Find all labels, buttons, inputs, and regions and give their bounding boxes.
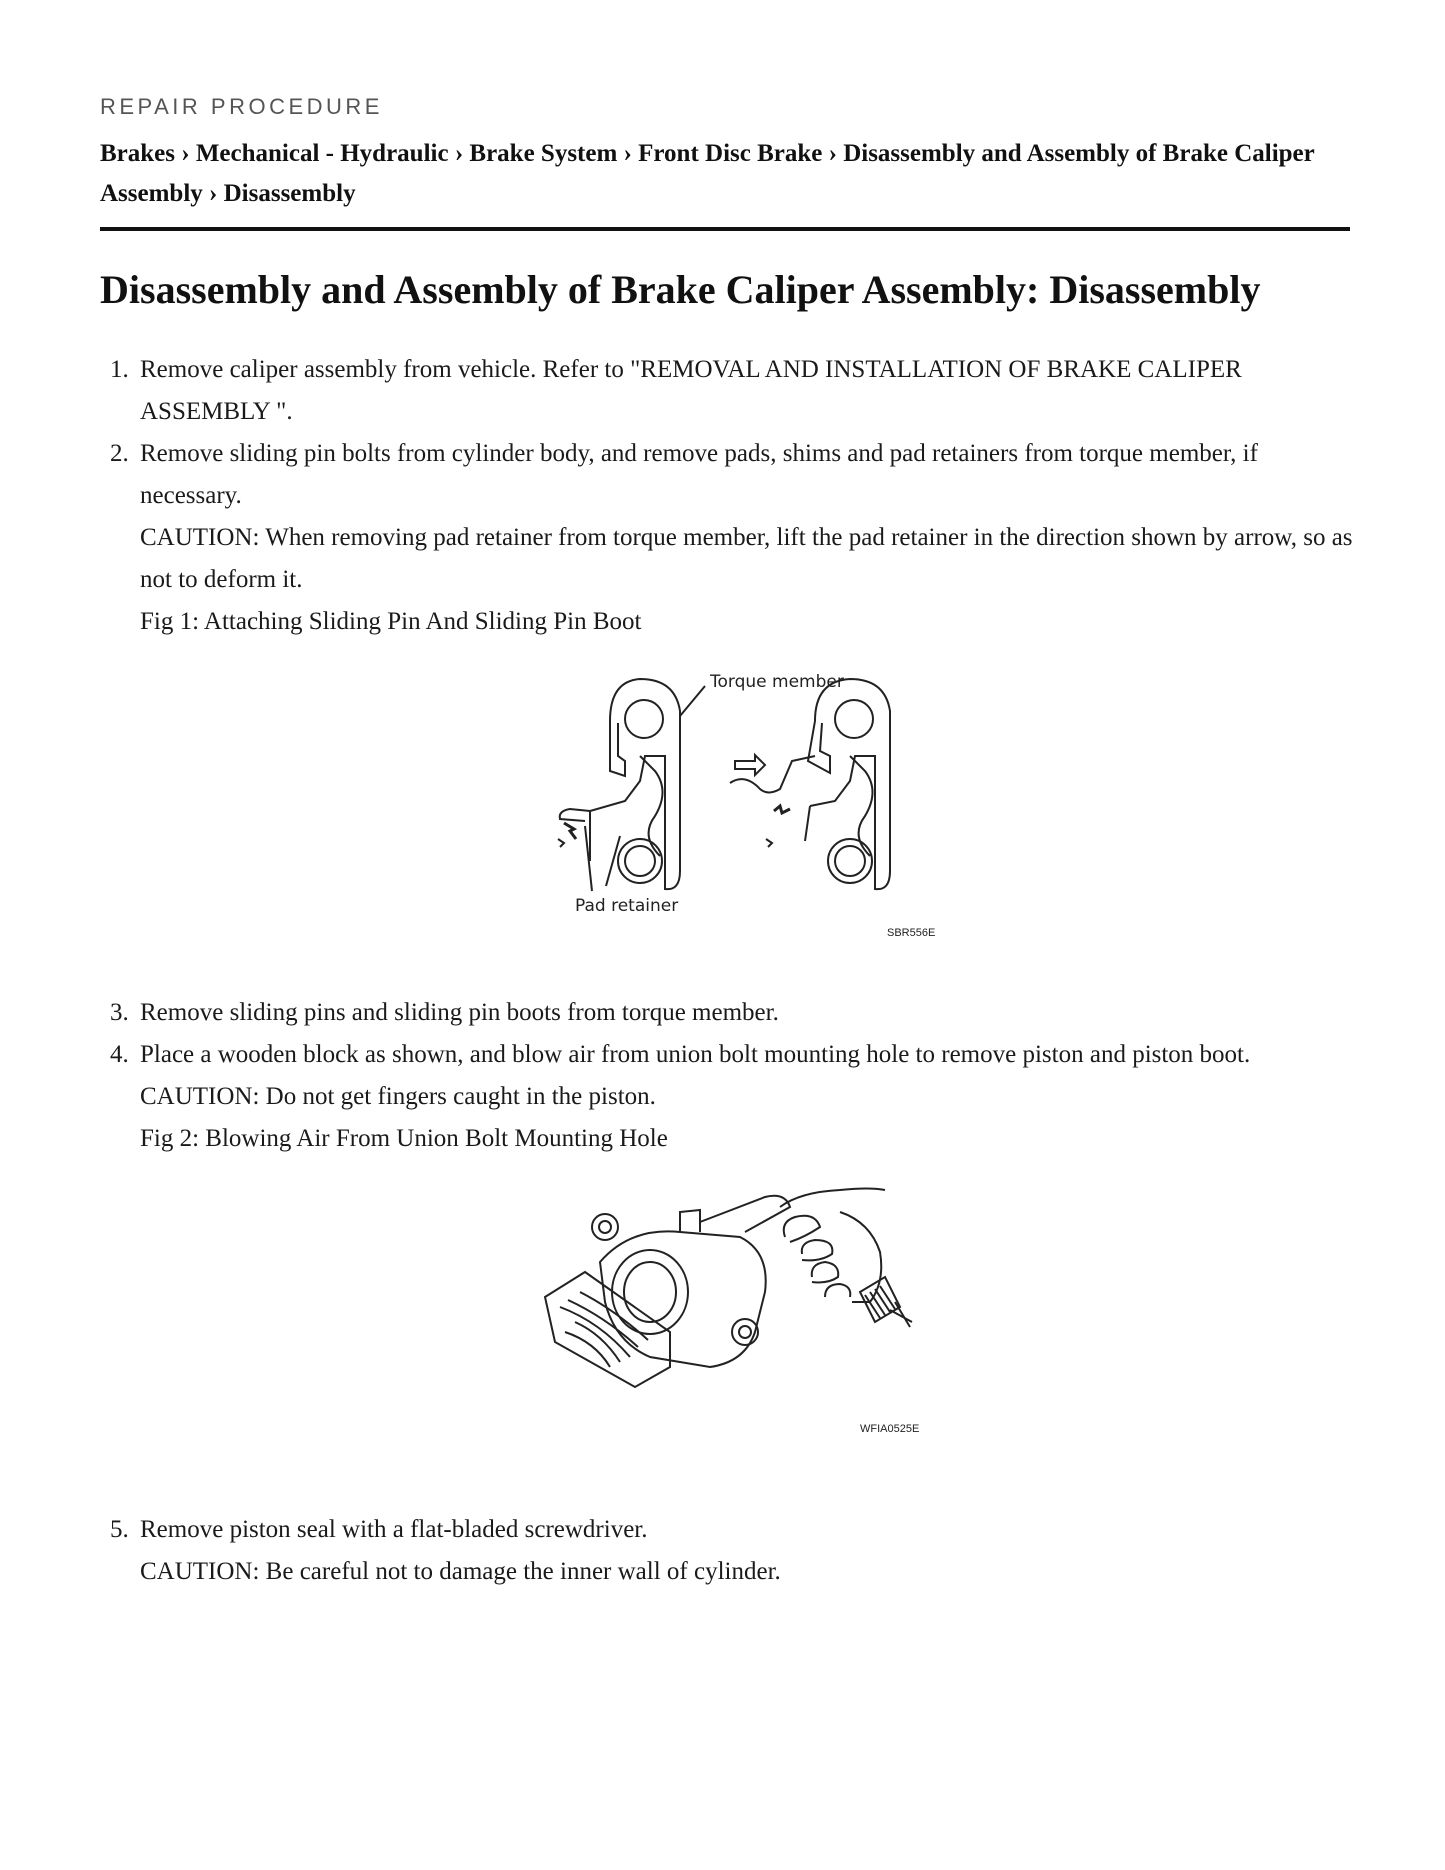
step-number: 2. — [110, 440, 129, 467]
step-3 — [110, 992, 1355, 1034]
caution-text: CAUTION: Be careful not to damage the inner wall of cylinder. — [140, 1558, 781, 1585]
page-title: Disassembly and Assembly of Brake Caliper Assembly: Disassembly — [100, 267, 1261, 312]
step-text: Remove sliding pin bolts from cylinder body, and remove pads, shims and pad retainers from torque member, if necessary. — [140, 440, 1258, 509]
figure-caption: Fig 1: Attaching Sliding Pin And Sliding Pin Boot — [140, 608, 642, 635]
step-text: Place a wooden block as shown, and blow air from union bolt mounting hole to remove piston and piston boot. — [140, 1041, 1251, 1068]
section-eyebrow: REPAIR PROCEDURE — [100, 94, 383, 119]
step-5 — [110, 1509, 1355, 1593]
caution-text: CAUTION: When removing pad retainer from torque member, lift the pad retainer in the direction shown by arrow, so as not to deform it. — [140, 524, 1353, 593]
step-text: Remove sliding pins and sliding pin boots from torque member. — [140, 999, 779, 1026]
header-divider — [100, 227, 1350, 231]
figure-1 — [0, 643, 1445, 992]
step-2 — [110, 433, 1355, 992]
step-text: Remove caliper assembly from vehicle. Refer to "REMOVAL AND INSTALLATION OF BRAKE CALIPER ASSEMBLY ". — [140, 356, 1242, 425]
step-number: 1. — [110, 356, 129, 383]
label-pad-retainer: Pad retainer — [575, 896, 679, 916]
step-number: 3. — [110, 999, 129, 1026]
figure-2 — [0, 1160, 1445, 1509]
caution-text: CAUTION: Do not get fingers caught in the piston. — [140, 1083, 656, 1110]
label-torque-member: Torque member — [710, 672, 844, 692]
procedure-steps — [110, 349, 1355, 1593]
step-number: 4. — [110, 1041, 129, 1068]
air-blow-piston-illustration — [540, 1182, 940, 1442]
figure-code: WFIA0525E — [860, 1423, 920, 1435]
figure-caption: Fig 2: Blowing Air From Union Bolt Mounting Hole — [140, 1125, 668, 1152]
step-1 — [110, 349, 1355, 433]
step-number: 5. — [110, 1516, 129, 1543]
step-4 — [110, 1034, 1355, 1509]
caliper-pad-retainer-illustration — [530, 661, 936, 961]
step-text: Remove piston seal with a flat-bladed screwdriver. — [140, 1516, 648, 1543]
breadcrumb: Brakes › Mechanical - Hydraulic › Brake System › Front Disc Brake › Disassembly and Assembly of Brake Caliper Assembly › Disassembly — [100, 140, 1315, 207]
figure-code: SBR556E — [887, 927, 936, 939]
